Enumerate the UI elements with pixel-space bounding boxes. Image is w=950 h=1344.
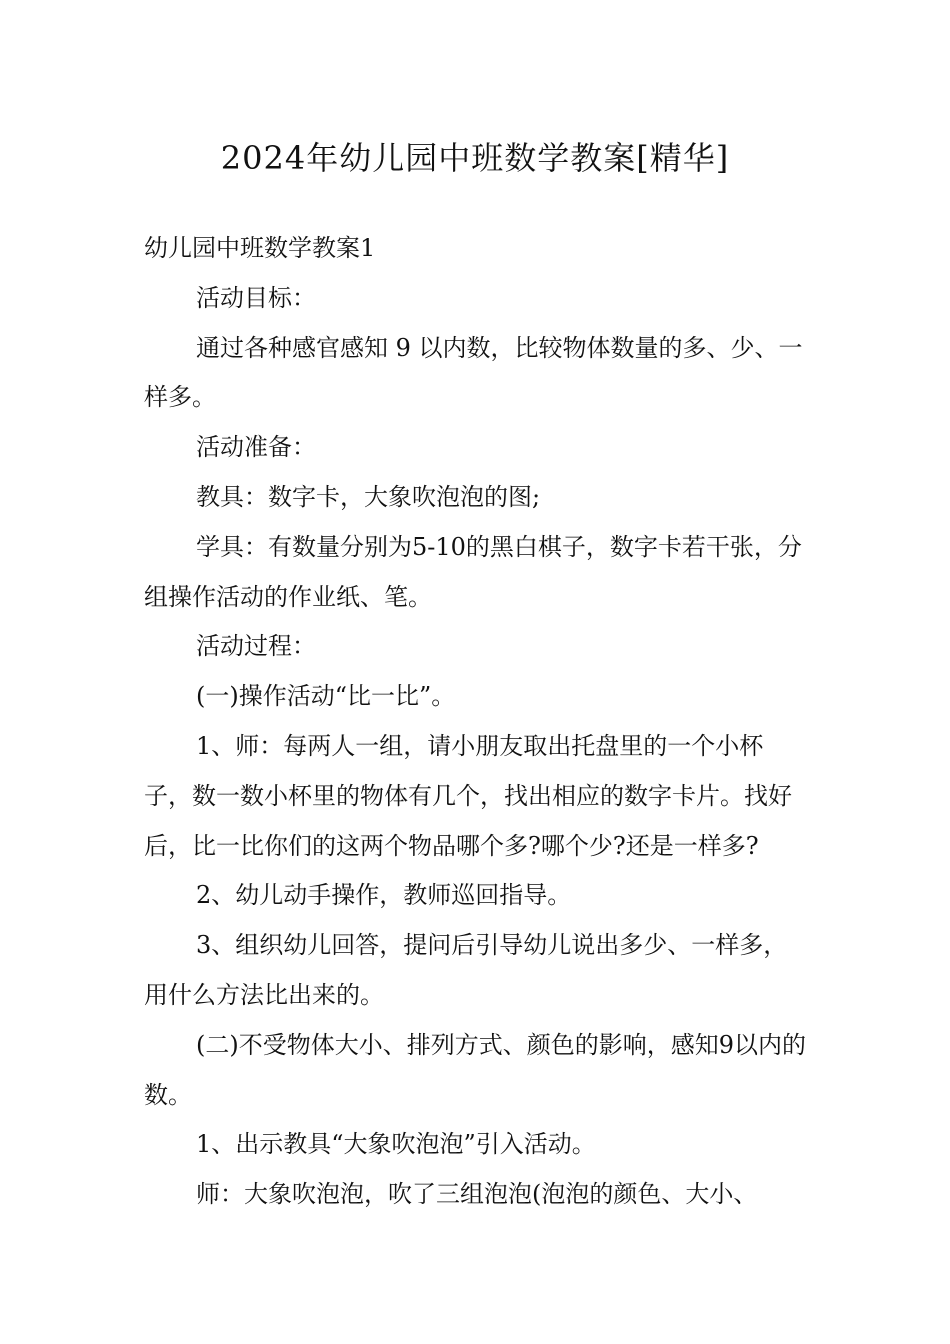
section-title: 幼儿园中班数学教案1 xyxy=(144,234,376,262)
paragraph-step-one-item-1: 1、师：每两人一组，请小朋友取出托盘里的一个小杯子，数一数小杯里的物体有几个，找出相应的数字卡片。找好后，比一比你们的这两个物品哪个多?哪个少?还是一样多? xyxy=(144,731,792,860)
paragraph-activity-process-heading: 活动过程： xyxy=(196,632,316,661)
paragraph-step-two: (二)不受物体大小、排列方式、颜色的影响，感知9以内的数。 xyxy=(144,1030,806,1109)
paragraph-step-two-item-1: 1、出示教具“大象吹泡泡”引入活动。 xyxy=(196,1130,596,1159)
paragraph-activity-prep-heading: 活动准备： xyxy=(196,433,316,462)
paragraph-activity-goal-heading: 活动目标： xyxy=(196,283,316,312)
paragraph-learning-aids: 学具：有数量分别为5-10的黑白棋子，数字卡若干张，分组操作活动的作业纸、笔。 xyxy=(144,532,802,611)
paragraph-step-one: (一)操作活动“比一比”。 xyxy=(196,682,456,711)
document-title: 2024年幼儿园中班数学教案[精华] xyxy=(220,139,730,177)
paragraph-step-one-item-2: 2、幼儿动手操作，教师巡回指导。 xyxy=(196,881,572,910)
paragraph-activity-goal: 通过各种感官感知 9 以内数，比较物体数量的多、少、一样多。 xyxy=(144,333,803,412)
paragraph-teaching-aids: 教具：数字卡，大象吹泡泡的图; xyxy=(196,482,541,511)
document-body xyxy=(144,224,806,1220)
paragraph-teacher-elephant: 师：大象吹泡泡，吹了三组泡泡(泡泡的颜色、大小、 xyxy=(196,1180,758,1209)
paragraph-step-one-item-3: 3、组织幼儿回答，提问后引导幼儿说出多少、一样多，用什么方法比出来的。 xyxy=(144,931,788,1009)
